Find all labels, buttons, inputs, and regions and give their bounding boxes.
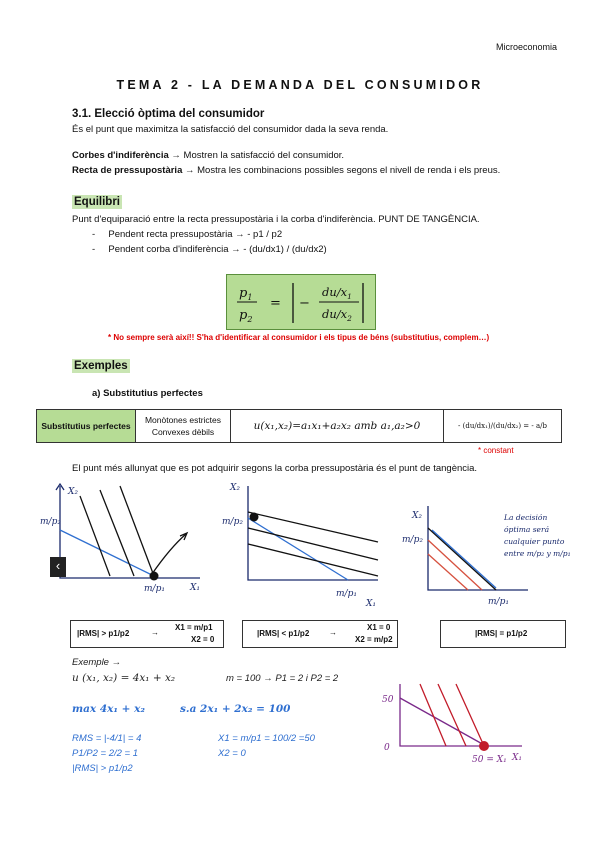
graph-3-note: La decisión óptima será cualquier punto entre m/p₂ y m/p₁ <box>504 513 571 558</box>
equilibri-heading: Equilibri <box>74 196 120 208</box>
graph-1-optimum-point <box>150 572 159 581</box>
example-budget: m = 100 → P1 = 2 i P2 = 2 <box>226 673 339 684</box>
graph-1-curve-arrow <box>152 534 186 574</box>
example-graph-axes <box>400 684 522 746</box>
formula-lhs-num: $p_1$ <box>239 286 253 302</box>
graph-2-indiff-1 <box>248 512 378 542</box>
formula-minus: − <box>299 296 310 311</box>
exemples-heading: Exemples <box>74 360 128 372</box>
example-label: Exemple → <box>72 657 122 668</box>
case-box-greater: |RMS| > p1/p2 → X1 = m/p1 X2 = 0 <box>70 620 224 648</box>
graph-1-y-label: X₂ <box>68 487 79 497</box>
def-budget <box>72 165 500 177</box>
equilibri-text: Punt d'equiparació entre la recta pressupostària i la corba d'indiferència. PUNT DE TANGÈNCIA. <box>72 214 480 225</box>
example-graph <box>372 680 572 776</box>
case-box-less: |RMS| < p1/p2 → X1 = 0 X2 = m/p2 <box>242 620 398 648</box>
graph-2-x-tick: m/p₁ <box>336 589 357 599</box>
graph-2-y-tick: m/p₂ <box>222 517 243 527</box>
example-max: max 4x₁ + x₂ <box>72 703 145 715</box>
example-x1: X1 = m/p1 = 100/2 =50 <box>218 733 315 744</box>
graph-2-indiff-3 <box>248 544 378 576</box>
table-col-utility: u(x₁,x₂)=a₁x₁+a₂x₂ amb a₁,a₂>0 <box>231 410 444 443</box>
bullet-2: - Pendent corba d'indiferència → - (du/dx1) / (du/dx2) <box>92 244 327 255</box>
graph-1-indiff-1 <box>80 496 110 576</box>
graph-1-y-tick: m/p₂ <box>40 517 61 527</box>
formula-equals: = <box>270 296 281 311</box>
case-box-equal: |RMS| = p1/p2 <box>440 620 566 648</box>
def-term: Recta de pressupostària <box>72 165 183 176</box>
def-text: → Mostren la satisfacció del consumidor. <box>168 150 345 161</box>
table-col-properties: Monòtones estrictes Convexes dèbils <box>136 410 231 443</box>
graph-1-x-tick: m/p₁ <box>144 584 165 594</box>
example-graph-optimum-point <box>479 741 489 751</box>
bullet-1: - Pendent recta pressupostària → - p1 / p2 <box>92 229 283 240</box>
far-point-text: El punt més allunyat que es pot adquirir segons la corba pressupostària és el punt de tangència. <box>72 463 478 474</box>
def-indifference <box>72 150 344 162</box>
example-graph-y-top: 50 <box>382 695 394 705</box>
formula-lhs-den: $p_2$ <box>239 308 253 324</box>
example-graph-x-label: 50 = X₁ <box>472 755 507 765</box>
formula-box <box>226 274 376 330</box>
graph-2-indiff-2 <box>248 528 378 560</box>
def-text: → Mostra les combinacions possibles segons el nivell de renda i els preus. <box>182 165 501 176</box>
graph-2-optimum-point <box>250 513 259 522</box>
graph-3-y-tick: m/p₂ <box>402 535 423 545</box>
example-graph-y-zero: 0 <box>384 743 390 753</box>
section-intro: És el punt que maximitza la satisfacció del consumidor dada la seva renda. <box>72 124 389 135</box>
graph-2-y-label: X₂ <box>230 483 241 493</box>
equilibrium-formula <box>227 275 375 329</box>
section-heading: 3.1. Elecció òptima del consumidor <box>72 108 265 120</box>
graph-2-x-label: X₁ <box>366 599 377 608</box>
formula-rhs-den: $du/x_2$ <box>322 307 352 323</box>
graph-3-indiff-1 <box>428 540 482 590</box>
example-graph-x-axis: X₁ <box>512 753 523 763</box>
prev-page-button[interactable]: ‹ <box>50 557 66 577</box>
subject-label: Microeconomia <box>496 42 558 52</box>
page-title: TEMA 2 - LA DEMANDA DEL CONSUMIDOR <box>116 78 484 92</box>
example-rms: RMS = |-4/1| = 4 <box>72 733 142 744</box>
substitutes-table <box>36 409 562 443</box>
graph-3-x-tick: m/p₁ <box>488 597 509 607</box>
formula-rhs-num: $du/x_1$ <box>322 285 352 301</box>
subsection-substitutius: a) Substitutius perfectes <box>92 388 203 399</box>
graph-3-budget-line <box>428 528 496 590</box>
graph-3-indiff-3 <box>432 530 496 588</box>
table-col-type: Substitutius perfectes <box>37 410 136 443</box>
example-constraint: s.a 2x₁ + 2x₂ = 100 <box>180 703 291 715</box>
warning-note: * No sempre serà així!! S'ha d'identificar al consumidor i els tipus de béns (substitutius, complem…) <box>108 333 490 342</box>
graph-1-x-label: X₁ <box>190 583 201 593</box>
example-utility: u (x₁, x₂) = 4x₁ + x₂ <box>72 672 176 684</box>
graph-1-corner-x1 <box>40 478 210 596</box>
example-ratio: P1/P2 = 2/2 = 1 <box>72 748 139 759</box>
graph-3-y-label: X₂ <box>412 511 423 521</box>
def-term: Corbes d'indiferència <box>72 150 169 161</box>
graph-2-corner-x2 <box>216 480 386 608</box>
example-compare: |RMS| > p1/p2 <box>72 763 133 774</box>
table-col-rms: - (du/dx₁)/(du/dx₂) = - a/b <box>444 410 562 443</box>
example-x2: X2 = 0 <box>218 748 246 759</box>
constant-note: * constant <box>478 446 514 455</box>
